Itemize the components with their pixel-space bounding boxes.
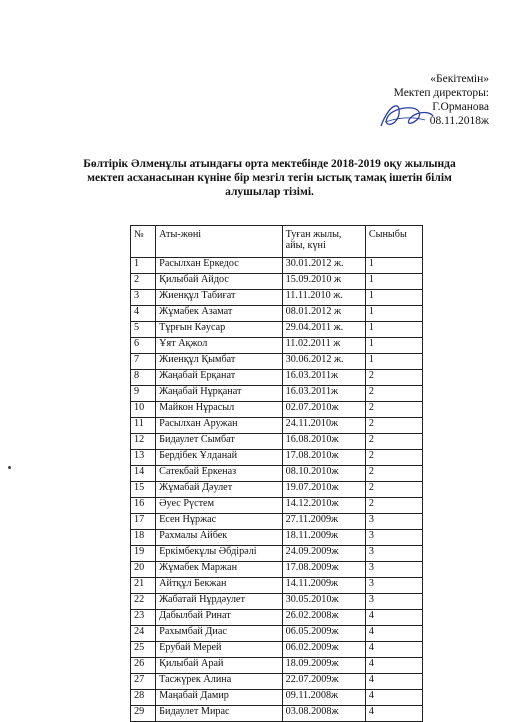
approval-line-4: 08.11.2018ж (429, 115, 489, 127)
cell-number: 7 (131, 354, 156, 370)
cell-number: 23 (131, 610, 156, 626)
cell-grade: 2 (365, 370, 422, 386)
table-row (131, 674, 423, 690)
cell-birthdate: 30.05.2010ж (282, 594, 365, 610)
cell-grade: 2 (365, 450, 422, 466)
cell-grade: 1 (365, 306, 422, 322)
cell-name: Қилыбай Айдос (156, 274, 282, 290)
cell-number: 27 (131, 674, 156, 690)
cell-number: 8 (131, 370, 156, 386)
title-line-2: мектеп асханасынан күніне бір мезгіл тегін ыстық тамақ ішетін білім (87, 172, 452, 184)
table-row (131, 418, 423, 434)
header-number: № (131, 226, 156, 258)
cell-grade: 4 (365, 626, 422, 642)
cell-name: Жұмабек Азамат (156, 306, 282, 322)
cell-birthdate: 16.03.2011ж (282, 386, 365, 402)
cell-grade: 1 (365, 354, 422, 370)
table-row (131, 578, 423, 594)
approval-line-2: Мектеп директоры: (393, 87, 489, 99)
table-row (131, 338, 423, 354)
cell-grade: 4 (365, 610, 422, 626)
cell-grade: 1 (365, 322, 422, 338)
cell-number: 11 (131, 418, 156, 434)
cell-number: 12 (131, 434, 156, 450)
table-row (131, 434, 423, 450)
cell-name: Сатекбай Еркеназ (156, 466, 282, 482)
cell-name: Жабатай Нұрдәулет (156, 594, 282, 610)
cell-birthdate: 09.11.2008ж (282, 690, 365, 706)
cell-name: Бидаулет Сымбат (156, 434, 282, 450)
table-row (131, 322, 423, 338)
cell-name: Айтқұл Бекжан (156, 578, 282, 594)
table-row (131, 690, 423, 706)
cell-number: 6 (131, 338, 156, 354)
cell-birthdate: 19.07.2010ж (282, 482, 365, 498)
cell-birthdate: 03.08.2008ж (282, 706, 365, 722)
cell-birthdate: 17.08.2010ж (282, 450, 365, 466)
cell-name: Маңабай Дамир (156, 690, 282, 706)
table-row (131, 290, 423, 306)
cell-number: 1 (131, 258, 156, 274)
cell-name: Жаңабай Ерқанат (156, 370, 282, 386)
header-birthdate: Туған жылы, айы, күні (282, 226, 365, 258)
cell-grade: 1 (365, 290, 422, 306)
table-row (131, 642, 423, 658)
cell-grade: 3 (365, 578, 422, 594)
approval-line-3: Г.Орманова (432, 101, 489, 113)
table-row (131, 594, 423, 610)
table-row (131, 626, 423, 642)
cell-number: 19 (131, 546, 156, 562)
cell-name: Рахмалы Айбек (156, 530, 282, 546)
cell-birthdate: 02.07.2010ж (282, 402, 365, 418)
cell-name: Рахымбай Диас (156, 626, 282, 642)
cell-grade: 3 (365, 562, 422, 578)
cell-number: 10 (131, 402, 156, 418)
cell-birthdate: 18.09.2009ж (282, 658, 365, 674)
cell-grade: 2 (365, 434, 422, 450)
cell-name: Бердібек Ұлданай (156, 450, 282, 466)
cell-grade: 1 (365, 274, 422, 290)
cell-number: 22 (131, 594, 156, 610)
cell-grade: 2 (365, 482, 422, 498)
cell-grade: 2 (365, 402, 422, 418)
cell-number: 21 (131, 578, 156, 594)
margin-dot (8, 466, 11, 469)
header-name: Аты-жөні (156, 226, 282, 258)
students-table (130, 225, 423, 722)
cell-number: 20 (131, 562, 156, 578)
title-line-3: алушылар тізімі. (225, 186, 314, 198)
cell-birthdate: 15.09.2010 ж (282, 274, 365, 290)
table-row (131, 354, 423, 370)
table-row (131, 370, 423, 386)
cell-name: Тасжүрек Алина (156, 674, 282, 690)
cell-birthdate: 14.11.2009ж (282, 578, 365, 594)
table-body (131, 258, 423, 722)
table-row (131, 466, 423, 482)
cell-number: 16 (131, 498, 156, 514)
cell-name: Бидаулет Мирас (156, 706, 282, 722)
cell-name: Жиенқұл Табиғат (156, 290, 282, 306)
cell-birthdate: 24.09.2009ж (282, 546, 365, 562)
cell-birthdate: 30.01.2012 ж. (282, 258, 365, 274)
approval-line-1: «Бекітемін» (430, 73, 489, 85)
cell-birthdate: 11.02.2011 ж (282, 338, 365, 354)
table-row (131, 610, 423, 626)
table-row (131, 402, 423, 418)
cell-birthdate: 27.11.2009ж (282, 514, 365, 530)
table-row (131, 562, 423, 578)
cell-name: Майкон Нұрасыл (156, 402, 282, 418)
cell-name: Ұят Ақжол (156, 338, 282, 354)
cell-grade: 3 (365, 530, 422, 546)
cell-name: Әуес Рүстем (156, 498, 282, 514)
cell-grade: 4 (365, 658, 422, 674)
cell-number: 3 (131, 290, 156, 306)
cell-birthdate: 26.02.2008ж (282, 610, 365, 626)
cell-name: Жұмабек Маржан (156, 562, 282, 578)
cell-number: 14 (131, 466, 156, 482)
cell-birthdate: 16.08.2010ж (282, 434, 365, 450)
cell-birthdate: 08.10.2010ж (282, 466, 365, 482)
cell-birthdate: 06.05.2009ж (282, 626, 365, 642)
cell-number: 4 (131, 306, 156, 322)
cell-birthdate: 14.12.2010ж (282, 498, 365, 514)
cell-name: Тұрғын Кәусар (156, 322, 282, 338)
cell-number: 25 (131, 642, 156, 658)
table-row (131, 450, 423, 466)
cell-name: Есен Нұржас (156, 514, 282, 530)
table-row (131, 274, 423, 290)
cell-grade: 4 (365, 642, 422, 658)
cell-number: 9 (131, 386, 156, 402)
cell-birthdate: 08.01.2012 ж (282, 306, 365, 322)
table-row (131, 546, 423, 562)
cell-birthdate: 22.07.2009ж (282, 674, 365, 690)
cell-name: Жиенқұл Қымбат (156, 354, 282, 370)
cell-number: 15 (131, 482, 156, 498)
cell-number: 2 (131, 274, 156, 290)
cell-name: Еркімбекұлы Әбдірәлі (156, 546, 282, 562)
cell-name: Жұмабай Дәулет (156, 482, 282, 498)
cell-number: 17 (131, 514, 156, 530)
cell-birthdate: 16.03.2011ж (282, 370, 365, 386)
table-row (131, 514, 423, 530)
cell-birthdate: 18.11.2009ж (282, 530, 365, 546)
table-row (131, 706, 423, 722)
cell-number: 5 (131, 322, 156, 338)
cell-birthdate: 17.08.2009ж (282, 562, 365, 578)
table-row (131, 306, 423, 322)
cell-name: Жаңабай Нұрқанат (156, 386, 282, 402)
table-row (131, 658, 423, 674)
table-row (131, 482, 423, 498)
table-row (131, 530, 423, 546)
document-title (60, 157, 479, 199)
cell-number: 26 (131, 658, 156, 674)
cell-number: 24 (131, 626, 156, 642)
cell-grade: 1 (365, 258, 422, 274)
cell-grade: 2 (365, 466, 422, 482)
cell-grade: 2 (365, 418, 422, 434)
cell-number: 13 (131, 450, 156, 466)
cell-name: Расылхан Еркедос (156, 258, 282, 274)
table-header-row (131, 226, 423, 258)
header-grade: Сыныбы (365, 226, 422, 258)
cell-birthdate: 11.11.2010 ж. (282, 290, 365, 306)
cell-birthdate: 29.04.2011 ж. (282, 322, 365, 338)
cell-birthdate: 30.06.2012 ж. (282, 354, 365, 370)
cell-grade: 1 (365, 338, 422, 354)
cell-grade: 4 (365, 674, 422, 690)
cell-grade: 2 (365, 386, 422, 402)
cell-name: Расылхан Аружан (156, 418, 282, 434)
cell-grade: 4 (365, 690, 422, 706)
cell-birthdate: 24.11.2010ж (282, 418, 365, 434)
cell-number: 29 (131, 706, 156, 722)
cell-grade: 3 (365, 514, 422, 530)
cell-grade: 2 (365, 498, 422, 514)
cell-grade: 4 (365, 706, 422, 722)
cell-number: 18 (131, 530, 156, 546)
cell-name: Ерубай Мерей (156, 642, 282, 658)
cell-grade: 3 (365, 594, 422, 610)
cell-birthdate: 06.02.2009ж (282, 642, 365, 658)
table-row (131, 258, 423, 274)
cell-number: 28 (131, 690, 156, 706)
title-line-1: Бөлтірік Әлменұлы атындағы орта мектебінде 2018-2019 оқу жылында (83, 158, 456, 170)
signature-icon (375, 98, 437, 132)
table-row (131, 498, 423, 514)
table-row (131, 386, 423, 402)
cell-grade: 3 (365, 546, 422, 562)
cell-name: Қилыбай Арай (156, 658, 282, 674)
cell-name: Дабылбай Ринат (156, 610, 282, 626)
